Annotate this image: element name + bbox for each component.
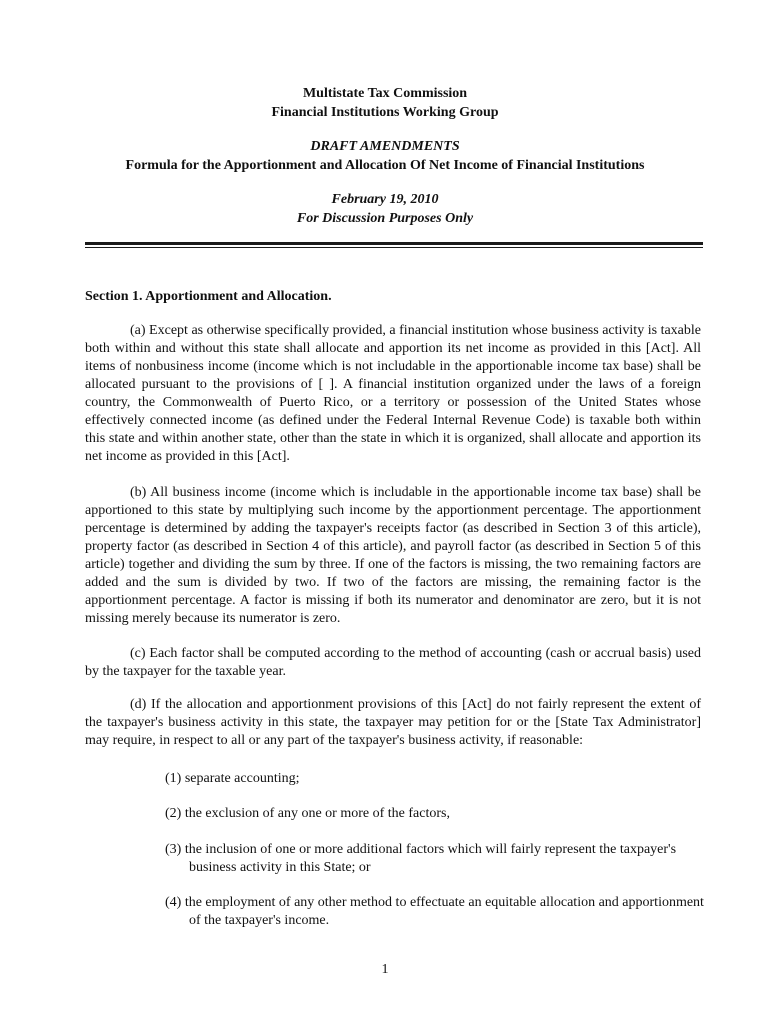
paragraph-c: (c) Each factor shall be computed according to the method of accounting (cash or accrual basis) used by the taxpayer for the taxable year. [85,646,701,679]
working-group-name: Financial Institutions Working Group [271,105,499,120]
discussion-note: For Discussion Purposes Only [296,211,474,226]
page-number: 1 [381,962,389,977]
list-item-4: (4) the employment of any other method to effectuate an equitable allocation and apportionment of the taxpayer's income. [165,895,704,928]
paragraph-d: (d) If the allocation and apportionment provisions of this [Act] do not fairly represent the extent of the taxpayer's business activity in this state, the taxpayer may petition for or the [State Tax Administrator] may require, in respect to all or any part of the taxpayer's business activity, if reasonable: [85,697,701,748]
list-item-1: (1) separate accounting; [165,771,300,786]
title-block [0,137,770,175]
list-item-2: (2) the exclusion of any one or more of the factors, [165,806,450,821]
document-date: February 19, 2010 [331,192,439,207]
document-title: Formula for the Apportionment and Allocation Of Net Income of Financial Institutions [125,158,645,173]
paragraph-b: (b) All business income (income which is includable in the apportionable income tax base) shall be apportioned to this state by multiplying such income by the apportionment percentage. The apportionment percentage is determined by adding the taxpayer's receipts factor (as described in Section 3 of this article), property factor (as described in Section 4 of this article), and payroll factor (as described in Section 5 of this article) together and dividing the sum by three. If one of the factors is missing, the two remaining factors are added and the sum is divided by two. If two of the factors are missing, the remaining factor is the apportionment percentage. A factor is missing if both its numerator and denominator are zero, but it is not missing merely because its numerator is zero. [85,485,701,626]
header-block [0,84,770,122]
list-item-3: (3) the inclusion of one or more additional factors which will fairly represent the taxpayer's business activity in this State; or [165,842,677,875]
paragraph-a: (a) Except as otherwise specifically provided, a financial institution whose business activity is taxable both within and without this state shall allocate and apportion its net income as provided in this [Act]. All items of nonbusiness income (income which is not includable in the apportionable income tax base) shall be allocated pursuant to the provisions of [ ]. A financial institution organized under the laws of a foreign country, the Commonwealth of Puerto Rico, or a territory or possession of the United States whose effectively connected income (as defined under the Federal Internal Revenue Code) is taxable both within this state and within another state, other than the state in which it is organized, shall allocate and apportion its net income as provided in this [Act]. [85,323,701,464]
header-divider-thick [85,242,703,245]
draft-label: DRAFT AMENDMENTS [310,139,460,154]
date-block [0,190,770,228]
header-divider-thin [85,247,703,248]
organization-name: Multistate Tax Commission [302,86,468,101]
section-heading: Section 1. Apportionment and Allocation. [85,289,332,304]
